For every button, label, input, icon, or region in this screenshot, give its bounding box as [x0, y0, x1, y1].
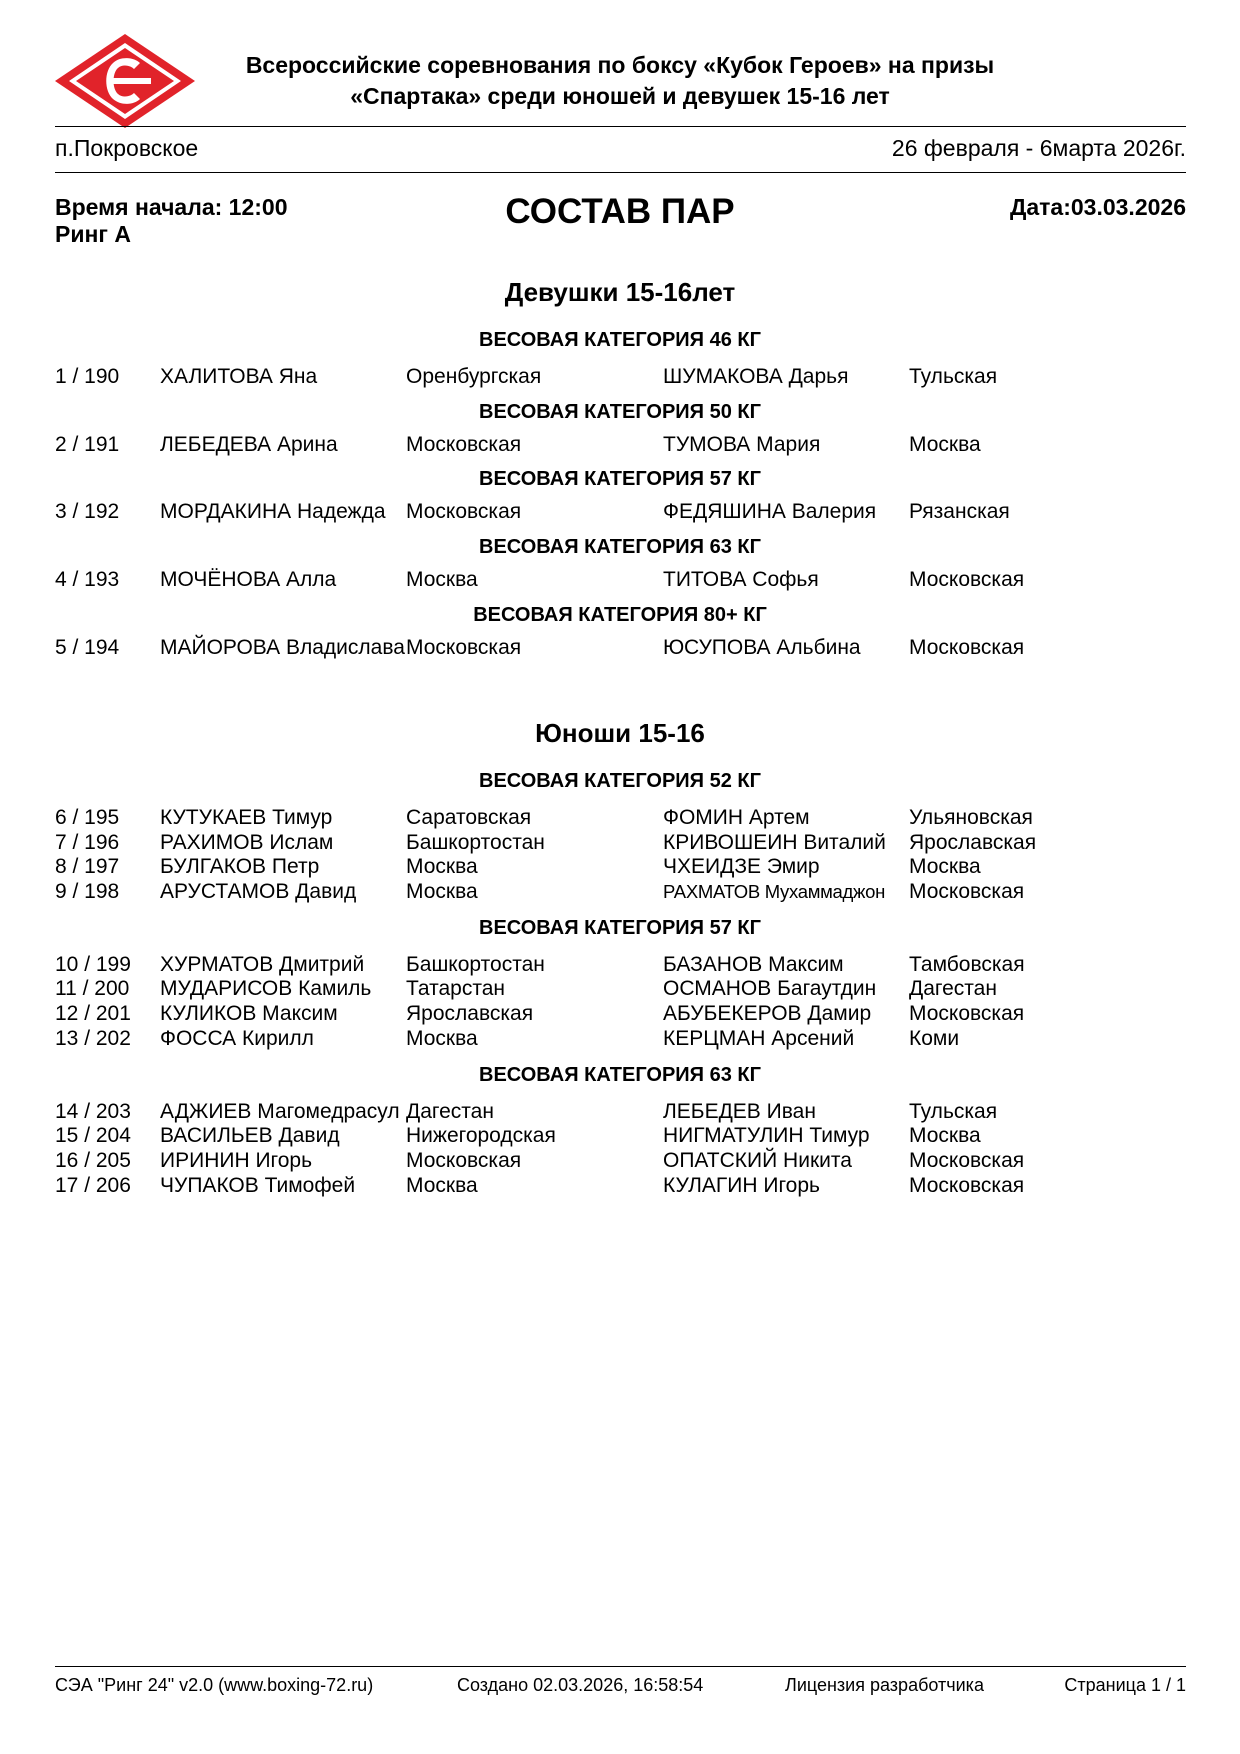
boxer-1-name: ХАЛИТОВА Яна	[160, 365, 318, 388]
bout-row	[0, 855, 1240, 880]
footer-created: Создано 02.03.2026, 16:58:54	[457, 1675, 704, 1695]
weight-category: ВЕСОВАЯ КАТЕГОРИЯ 57 КГ	[479, 916, 761, 939]
bout-number: 7 / 196	[55, 830, 120, 854]
boxer-1-name: БУЛГАКОВ Петр	[160, 855, 320, 879]
boxer-2-region: Тульская	[909, 365, 998, 388]
bout-list	[0, 568, 1240, 593]
boxer-1-region: Ярославская	[406, 1002, 534, 1026]
boxer-1-region: Башкортостан	[406, 830, 545, 854]
bout-row	[0, 953, 1240, 978]
boxer-2-name: ШУМАКОВА Дарья	[663, 365, 849, 388]
boxer-1-name: МОРДАКИНА Надежда	[160, 500, 386, 524]
boxer-1-region: Московская	[406, 635, 522, 659]
boxer-2-region: Московская	[909, 635, 1025, 659]
bout-number: 17 / 206	[55, 1173, 131, 1197]
boxer-1-region: Москва	[406, 855, 478, 879]
boxer-1-name: ЛЕБЕДЕВА Арина	[160, 432, 338, 456]
boxer-2-name: НИГМАТУЛИН Тимур	[663, 1124, 870, 1148]
bout-row	[0, 568, 1240, 593]
footer-license: Лицензия разработчика	[785, 1675, 984, 1695]
boxer-1-name: ФОССА Кирилл	[160, 1026, 314, 1050]
weight-category: ВЕСОВАЯ КАТЕГОРИЯ 80+ КГ	[473, 603, 767, 626]
boxer-2-region: Дагестан	[909, 977, 997, 1001]
group-girls	[0, 274, 1240, 660]
boxer-2-name: АБУБЕКЕРОВ Дамир	[663, 1002, 872, 1026]
boxer-2-name: КРИВОШЕИН Виталий	[663, 830, 886, 854]
boxer-2-name: ЛЕБЕДЕВ Иван	[663, 1099, 816, 1123]
boxer-2-region: Московская	[909, 1002, 1025, 1026]
weight-category: ВЕСОВАЯ КАТЕГОРИЯ 50 КГ	[479, 400, 761, 423]
bout-number: 14 / 203	[55, 1099, 131, 1123]
bout-number: 16 / 205	[55, 1148, 131, 1172]
bout-number: 11 / 200	[55, 977, 130, 1001]
boxer-1-region: Московская	[406, 432, 522, 456]
boxer-1-name: ЧУПАКОВ Тимофей	[160, 1173, 356, 1197]
boxer-2-region: Московская	[909, 1173, 1025, 1197]
weight-category: ВЕСОВАЯ КАТЕГОРИЯ 63 КГ	[479, 1063, 761, 1086]
bout-row	[0, 1027, 1240, 1052]
boxer-2-region: Рязанская	[909, 500, 1010, 524]
spartak-logo-icon	[54, 33, 196, 129]
boxer-2-name: ТИТОВА Софья	[663, 568, 819, 592]
header-divider-bottom	[55, 172, 1186, 173]
boxer-2-name: КЕРЦМАН Арсений	[663, 1026, 855, 1050]
header-divider-top	[55, 126, 1186, 127]
bout-number: 3 / 192	[55, 500, 120, 524]
bout-row	[0, 636, 1240, 661]
bout-row	[0, 831, 1240, 856]
boxer-1-region: Татарстан	[406, 977, 506, 1001]
bout-row	[0, 806, 1240, 831]
boxer-2-region: Москва	[909, 855, 981, 879]
bout-number: 13 / 202	[55, 1026, 131, 1050]
group-title: Юноши 15-16	[535, 718, 705, 748]
boxer-2-name: РАХМАТОВ Мухаммаджон	[663, 881, 886, 903]
boxer-1-name: МАЙОРОВА Владислава	[160, 635, 405, 659]
boxer-1-region: Дагестан	[406, 1099, 494, 1123]
bout-number: 9 / 198	[55, 880, 120, 904]
boxer-2-region: Тульская	[909, 1099, 998, 1123]
boxer-2-region: Московская	[909, 568, 1025, 592]
boxer-1-name: МУДАРИСОВ Камиль	[160, 977, 372, 1001]
boxer-1-name: КУТУКАЕВ Тимур	[160, 806, 333, 829]
weight-category: ВЕСОВАЯ КАТЕГОРИЯ 52 КГ	[479, 770, 761, 792]
boxer-2-name: ФОМИН Артем	[663, 806, 810, 829]
bout-row	[0, 1149, 1240, 1174]
bout-number: 6 / 195	[55, 806, 120, 829]
bout-number: 12 / 201	[55, 1002, 131, 1026]
boxer-1-region: Оренбургская	[406, 365, 542, 388]
boxer-1-name: АРУСТАМОВ Давид	[160, 880, 357, 904]
ring-label: Ринг А	[55, 221, 131, 247]
boxer-1-region: Москва	[406, 568, 478, 592]
boxer-2-name: БАЗАНОВ Максим	[663, 952, 844, 976]
start-time: Время начала: 12:00	[55, 194, 288, 220]
boxer-2-name: ФЕДЯШИНА Валерия	[663, 500, 877, 524]
bout-list	[0, 1100, 1240, 1199]
boxer-1-name: ХУРМАТОВ Дмитрий	[160, 952, 365, 976]
bout-row	[0, 1124, 1240, 1149]
boxer-1-name: МОЧЁНОВА Алла	[160, 568, 337, 592]
boxer-1-name: КУЛИКОВ Максим	[160, 1002, 338, 1026]
boxer-2-name: ОСМАНОВ Багаутдин	[663, 977, 877, 1001]
boxer-2-region: Коми	[909, 1026, 960, 1050]
event-title-line2: «Спартака» среди юношей и девушек 15-16 лет	[350, 83, 890, 109]
boxer-2-name: КУЛАГИН Игорь	[663, 1173, 820, 1197]
boxer-1-name: АДЖИЕВ Магомедрасул	[160, 1099, 400, 1123]
venue: п.Покровское	[55, 135, 199, 161]
bout-list	[0, 953, 1240, 1052]
boxer-2-region: Московская	[909, 1148, 1025, 1172]
bout-row	[0, 433, 1240, 458]
boxer-2-region: Тамбовская	[909, 952, 1025, 976]
boxer-1-region: Москва	[406, 1173, 478, 1197]
boxer-2-name: ЧХЕИДЗЕ Эмир	[663, 855, 820, 879]
footer-software: СЭА "Ринг 24" v2.0 (www.boxing-72.ru)	[55, 1675, 374, 1695]
bout-number: 5 / 194	[55, 635, 120, 659]
boxer-2-region: Москва	[909, 1124, 981, 1148]
bout-row	[0, 977, 1240, 1002]
bout-list	[0, 433, 1240, 458]
boxer-1-region: Нижегородская	[406, 1124, 556, 1148]
boxer-2-region: Ульяновская	[909, 806, 1033, 829]
bout-list	[0, 365, 1240, 390]
boxer-1-name: ВАСИЛЬЕВ Давид	[160, 1124, 340, 1148]
event-title	[200, 50, 1040, 112]
boxer-2-region: Московская	[909, 880, 1025, 904]
bout-row	[0, 1100, 1240, 1125]
boxer-1-name: ИРИНИН Игорь	[160, 1148, 313, 1172]
document-date: Дата:03.03.2026	[1009, 194, 1186, 220]
event-dates: 26 февраля - 6марта 2026г.	[891, 135, 1186, 161]
bout-number: 15 / 204	[55, 1124, 131, 1148]
group-boys	[0, 715, 1240, 1198]
weight-category: ВЕСОВАЯ КАТЕГОРИЯ 46 КГ	[479, 329, 761, 351]
bout-row	[0, 880, 1240, 905]
footer-page-number: Страница 1 / 1	[1064, 1675, 1186, 1695]
document-title: СОСТАВ ПАР	[505, 192, 735, 231]
boxer-2-region: Ярославская	[909, 830, 1037, 854]
boxer-1-region: Москва	[406, 1026, 478, 1050]
boxer-2-region: Москва	[909, 432, 981, 456]
boxer-1-region: Башкортостан	[406, 952, 545, 976]
footer-divider	[55, 1666, 1186, 1667]
bout-row	[0, 1002, 1240, 1027]
group-title: Девушки 15-16лет	[504, 277, 736, 307]
boxer-1-name: РАХИМОВ Ислам	[160, 830, 334, 854]
bout-number: 1 / 190	[55, 365, 120, 388]
boxer-2-name: ЮСУПОВА Альбина	[663, 635, 861, 659]
boxer-1-region: Московская	[406, 500, 522, 524]
bout-list	[0, 806, 1240, 905]
bout-number: 4 / 193	[55, 568, 120, 592]
bout-number: 2 / 191	[55, 432, 120, 456]
bout-row	[0, 500, 1240, 525]
bout-row	[0, 365, 1240, 390]
weight-category: ВЕСОВАЯ КАТЕГОРИЯ 63 КГ	[479, 536, 761, 559]
bout-number: 10 / 199	[55, 952, 131, 976]
boxer-1-region: Москва	[406, 880, 478, 904]
bout-row	[0, 1174, 1240, 1199]
boxer-2-name: ОПАТСКИЙ Никита	[663, 1148, 852, 1172]
event-title-line1: Всероссийские соревнования по боксу «Кубок Героев» на призы	[245, 52, 995, 78]
boxer-1-region: Саратовская	[406, 806, 532, 829]
bout-number: 8 / 197	[55, 855, 120, 879]
bout-list	[0, 636, 1240, 661]
boxer-1-region: Московская	[406, 1148, 522, 1172]
bout-list	[0, 500, 1240, 525]
weight-category: ВЕСОВАЯ КАТЕГОРИЯ 57 КГ	[479, 468, 761, 491]
boxer-2-name: ТУМОВА Мария	[663, 432, 821, 456]
